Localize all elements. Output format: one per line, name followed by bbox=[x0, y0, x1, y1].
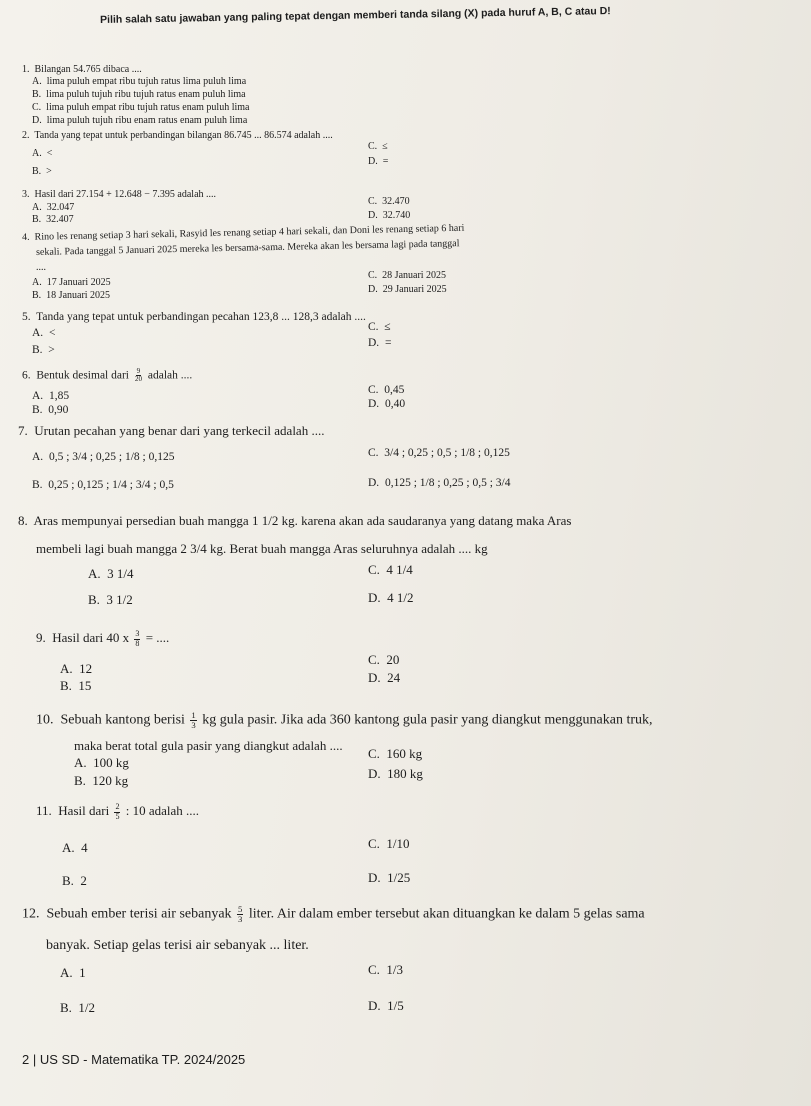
option-a[interactable]: A. 1,85 bbox=[32, 390, 70, 402]
fraction: $\frac{5}{3}$ bbox=[238, 904, 243, 924]
option-b[interactable]: B. 2 bbox=[62, 873, 87, 888]
question-text-line-2: banyak. Setiap gelas terisi air sebanyak ... liter. bbox=[46, 938, 309, 953]
option-a[interactable]: A. 1 bbox=[60, 965, 86, 980]
option-b[interactable]: B. 0,25 ; 0,125 ; 1/4 ; 3/4 ; 0,5 bbox=[32, 479, 174, 491]
page-footer: 2 | US SD - Matematika TP. 2024/2025 bbox=[22, 1052, 246, 1067]
question-text-line-2: sekali. Pada tanggal 5 Januari 2025 mereka les bersama-sama. Mereka akan les bersama lagi pada tanggal bbox=[36, 238, 460, 258]
fraction: $\frac{3}{8}$ bbox=[135, 629, 140, 648]
option-d[interactable]: D. = bbox=[368, 337, 392, 349]
option-d[interactable]: D. 32.740 bbox=[368, 210, 411, 221]
exam-page: Pilih salah satu jawaban yang paling tepat dengan memberi tanda silang (X) pada huruf A, B, C atau D! 1. Bilangan 54.765 dibaca .... A. lima puluh empat ribu tujuh ratus lima puluh lima B. lima puluh tujuh ribu tujuh ratus enam puluh lima C. lima puluh empat ribu tujuh ratus enam puluh lima D. lima puluh tujuh ribu enam ratus enam puluh lima 2. Tanda yang tepat untuk perbandingan bilangan 86.745 ... 86.574 adalah .... A. < B. > C. ≤ D. = 3. Hasil dari 27.154 + 12.648 − 7.395 adalah .... A. 32.047 B. 32.407 C. 32.470 D. 32.740 4. Rino les renang setiap 3 hari sekali, Rasyid les renang setiap 4 hari sekali, dan Doni les renang setiap 6 hari sekali. Pada tanggal 5 Januari 2025 mereka les bersama-sama. Mereka akan les bersama lagi pada tanggal .... A. 17 Januari 2025 B. 18 Januari 2025 C. 28 Januari 2025 D. 29 Januari 2025 5. Tanda yang tepat untuk perbandingan pecahan 123,8 ... 128,3 adalah .... A. < B. > C. ≤ D. = 6. Bentuk desimal dari $\frac{9}{20}$ adalah .... A. 1,85 B. 0,90 C. 0,45 D. 0,40 7. Urutan pecahan yang benar dari yang terkecil adalah .... A. 0,5 ; 3/4 ; 0,25 ; 1/8 ; 0,125 B. 0,25 ; 0,125 ; 1/4 ; 3/4 ; 0,5 C. 3/4 ; 0,25 ; 0,5 ; 1/8 ; 0,125 D. 0,125 ; 1/8 ; 0,25 ; 0,5 ; 3/4 8. Aras mempunyai persedian buah mangga 1 1/2 kg. karena akan ada saudaranya yang datang maka Aras membeli lagi buah mangga 2 3/4 kg. Berat buah mangga Aras seluruhnya adalah .... kg A. 3 1/4 B. 3 1/2 C. 4 1/4 D. 4 1/2 9. Hasil dari 40 x $\frac{3}{8}$ = .... A. 12 B. 15 C. 20 D. 24 10. Sebuah kantong berisi $\frac{1}{3}$ kg gula pasir. Jika ada 360 kantong gula pasir yang diangkut menggunakan truk, maka berat total gula pasir yang diangkut adalah .... A. 100 kg B. 120 kg C. 160 kg D. 180 kg 11. Hasil dari $\frac{2}{5}$ : 10 adalah .... A. 4 B. 2 C. 1/10 D. 1/25 12. Sebuah ember terisi air sebanyak $\frac{5}{3}$ liter. Air dalam ember tersebut akan dituangkan ke dalam 5 gelas sama banyak. Setiap gelas terisi air sebanyak ... liter. A. 1 B. 1/2 C. 1/3 D. 1/5 2 | US SD - Matematika TP. 2024/2025 bbox=[0, 0, 811, 1106]
question-text: Hasil dari 27.154 + 12.648 − 7.395 adalah .... bbox=[34, 189, 217, 200]
option-d[interactable]: D. 1/25 bbox=[368, 870, 411, 885]
option-a[interactable]: A. 0,5 ; 3/4 ; 0,25 ; 1/8 ; 0,125 bbox=[32, 451, 175, 463]
question-text-line-2: membeli lagi buah mangga bbox=[36, 541, 178, 556]
option-a[interactable]: A. 4 bbox=[62, 840, 88, 855]
option-b[interactable]: B. > bbox=[32, 344, 55, 356]
question-text: Sebuah ember terisi air sebanyak bbox=[46, 906, 232, 922]
option-d[interactable]: D. 1/5 bbox=[368, 998, 404, 1013]
option-c[interactable]: C. 20 bbox=[368, 652, 400, 667]
option-d[interactable]: D. = bbox=[368, 156, 389, 167]
option-c[interactable]: C. 0,45 bbox=[368, 384, 405, 396]
instructions-header: Pilih salah satu jawaban yang paling tepat dengan memberi tanda silang (X) pada huruf A, B, C atau D! bbox=[100, 5, 611, 26]
question-text: Tanda yang tepat untuk perbandingan pecahan 123,8 ... 128,3 adalah .... bbox=[36, 311, 366, 323]
question-text: Hasil dari 40 x bbox=[52, 630, 130, 645]
option-a[interactable]: A. 3 1/4 bbox=[88, 566, 134, 581]
mixed-number: 1 1/2 bbox=[251, 513, 279, 528]
question-text: Tanda yang tepat untuk perbandingan bilangan 86.745 ... 86.574 adalah .... bbox=[34, 130, 333, 141]
option-b[interactable]: B. > bbox=[32, 166, 52, 177]
option-c[interactable]: C. ≤ bbox=[368, 321, 391, 333]
mixed-number: 2 3/4 bbox=[180, 541, 207, 556]
question-text: Bilangan 54.765 dibaca .... bbox=[34, 64, 142, 75]
option-a[interactable]: A. 12 bbox=[60, 661, 93, 676]
option-b[interactable]: B. 0,90 bbox=[32, 404, 69, 416]
option-b[interactable]: B. 15 bbox=[60, 678, 92, 693]
option-d[interactable]: D. 4 1/2 bbox=[368, 590, 414, 605]
option-b[interactable]: B. 1/2 bbox=[60, 1000, 96, 1015]
option-a[interactable]: A. 17 Januari 2025 bbox=[32, 277, 111, 288]
option-c[interactable]: C. ≤ bbox=[368, 141, 388, 152]
option-b[interactable]: B. 18 Januari 2025 bbox=[32, 290, 111, 301]
option-b[interactable]: B. 32.407 bbox=[32, 214, 74, 225]
option-a[interactable]: A. < bbox=[32, 148, 53, 159]
question-text: Urutan pecahan yang benar dari yang terkecil adalah .... bbox=[34, 423, 325, 438]
option-d[interactable]: D. 0,40 bbox=[368, 398, 406, 410]
option-c[interactable]: C. 32.470 bbox=[368, 196, 410, 207]
question-text: Bentuk desimal dari bbox=[36, 369, 129, 382]
fraction: $\frac{2}{5}$ bbox=[115, 802, 120, 821]
fraction: $\frac{9}{20}$ bbox=[134, 367, 142, 384]
option-d[interactable]: D. 29 Januari 2025 bbox=[368, 284, 447, 295]
option-c[interactable]: C. lima puluh empat ribu tujuh ratus enam puluh lima bbox=[32, 102, 250, 113]
question-text-line-3: .... bbox=[36, 262, 46, 273]
question-text: Rino les renang setiap 3 hari sekali, Rasyid les renang setiap 4 hari sekali, dan Doni les renang setiap 6 hari bbox=[34, 222, 465, 243]
option-a[interactable]: A. 100 kg bbox=[74, 755, 129, 770]
fraction: $\frac{1}{3}$ bbox=[191, 710, 196, 730]
option-c[interactable]: C. 1/10 bbox=[368, 836, 410, 851]
option-b[interactable]: B. lima puluh tujuh ribu tujuh ratus enam puluh lima bbox=[32, 89, 246, 100]
option-d[interactable]: D. 24 bbox=[368, 670, 401, 685]
option-b[interactable]: B. 120 kg bbox=[74, 773, 129, 788]
option-b[interactable]: B. 3 1/2 bbox=[88, 592, 133, 607]
question-text: Sebuah kantong berisi bbox=[60, 712, 185, 728]
option-a[interactable]: A. < bbox=[32, 327, 56, 339]
option-c[interactable]: C. 3/4 ; 0,25 ; 0,5 ; 1/8 ; 0,125 bbox=[368, 447, 510, 459]
option-c[interactable]: C. 1/3 bbox=[368, 962, 404, 977]
option-d[interactable]: D. 180 kg bbox=[368, 766, 423, 781]
option-d[interactable]: D. lima puluh tujuh ribu enam ratus enam puluh lima bbox=[32, 115, 248, 126]
option-a[interactable]: A. lima puluh empat ribu tujuh ratus lima puluh lima bbox=[32, 76, 247, 87]
question-text: Hasil dari bbox=[58, 803, 110, 818]
option-c[interactable]: C. 160 kg bbox=[368, 746, 423, 761]
option-c[interactable]: C. 4 1/4 bbox=[368, 562, 413, 577]
question-number: 1. bbox=[22, 64, 30, 75]
option-d[interactable]: D. 0,125 ; 1/8 ; 0,25 ; 0,5 ; 3/4 bbox=[368, 477, 511, 489]
question-text: Aras mempunyai persedian buah mangga bbox=[33, 513, 249, 528]
option-c[interactable]: C. 28 Januari 2025 bbox=[368, 270, 447, 281]
question-text-line-2: maka berat total gula pasir yang diangkut adalah .... bbox=[74, 738, 343, 753]
option-a[interactable]: A. 32.047 bbox=[32, 202, 75, 213]
